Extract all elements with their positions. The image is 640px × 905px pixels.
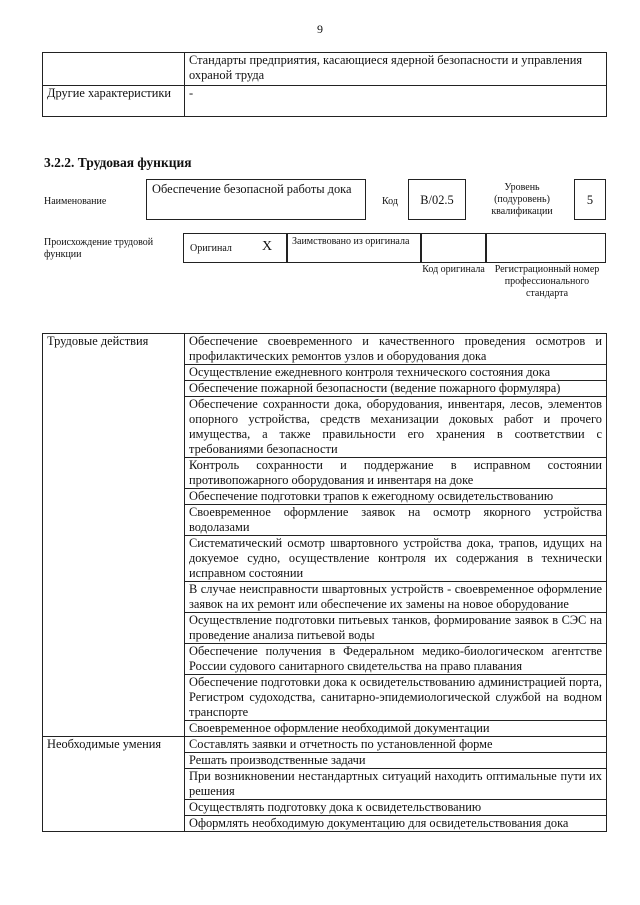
code-label: Код — [382, 196, 398, 207]
labor-action-item: Осуществление подготовки питьевых танков, формирование заявок в СЭС на проведение анализа питьевой воды — [185, 613, 607, 644]
labor-actions-label: Трудовые действия — [43, 334, 185, 737]
labor-action-item: Обеспечение своевременного и качественного проведения осмотров и профилактических ремонтов узлов и оборудования дока — [185, 334, 607, 365]
labor-action-item: Своевременное оформление заявок на осмотр якорного устройства водолазами — [185, 505, 607, 536]
labor-action-item: Систематический осмотр швартовного устройства дока, трапов, идущих на докуемое судно, осуществление контроля их содержания в технически исправном состоянии — [185, 536, 607, 582]
level-label: Уровень (подуровень) квалификации — [491, 182, 553, 217]
skill-item: Составлять заявки и отчетность по установленной форме — [185, 737, 607, 753]
table-row — [43, 737, 607, 753]
table-row — [43, 86, 607, 117]
section-title: 3.2.2. Трудовая функция — [44, 155, 192, 170]
row-value: - — [185, 86, 607, 117]
row-value: Стандарты предприятия, касающиеся ядерной безопасности и управления охраной труда — [185, 53, 607, 86]
skill-item: При возникновении нестандартных ситуаций находить оптимальные пути их решения — [185, 769, 607, 800]
level-value: 5 — [574, 179, 606, 220]
labor-function-table — [42, 333, 607, 832]
skill-item: Оформлять необходимую документацию для освидетельствования дока — [185, 816, 607, 832]
original-mark: X — [262, 239, 273, 254]
labor-action-item: Обеспечение получения в Федеральном медико-биологическом агентстве России судового санитарного свидетельства на право плавания — [185, 644, 607, 675]
labor-action-item: Обеспечение пожарной безопасности (ведение пожарного формуляра) — [185, 381, 607, 397]
name-label: Наименование — [44, 196, 107, 207]
code-caption: Код оригинала — [422, 264, 485, 275]
origin-reg-box — [486, 233, 606, 263]
skill-item: Осуществлять подготовку дока к освидетельствованию — [185, 800, 607, 816]
name-value: Обеспечение безопасной работы дока — [146, 179, 366, 220]
labor-action-item: Обеспечение подготовки трапов к ежегодному освидетельствованию — [185, 489, 607, 505]
labor-action-item: Осуществление ежедневного контроля технического состояния дока — [185, 365, 607, 381]
skills-label: Необходимые умения — [43, 737, 185, 832]
origin-code-box — [421, 233, 486, 263]
labor-action-item: Обеспечение подготовки дока к освидетельствованию администрацией порта, Регистром судоходства, санитарно-эпидемиологической службой на водном транспорте — [185, 675, 607, 721]
labor-action-item: В случае неисправности швартовных устройств - своевременное оформление заявок на их ремонт или обеспечение их замены на новое оборудование — [185, 582, 607, 613]
row-label — [43, 53, 185, 86]
code-value: В/02.5 — [408, 179, 466, 220]
page-number: 9 — [317, 22, 323, 36]
reg-caption: Регистрационный номер профессионального стандарта — [494, 264, 600, 299]
table-row — [43, 334, 607, 365]
table-row — [43, 53, 607, 86]
labor-action-item: Своевременное оформление необходимой документации — [185, 721, 607, 737]
original-label: Оригинал — [190, 243, 232, 254]
labor-action-item: Обеспечение сохранности дока, оборудования, инвентаря, лесов, элементов опорного устройства, средств механизации доковых работ и прочего имущества, а также правильности его хранения в соответствии с требованиями безопасности — [185, 397, 607, 458]
borrowed-label: Заимствовано из оригинала — [292, 236, 410, 247]
row-label: Другие характеристики — [43, 86, 185, 117]
origin-label: Происхождение трудовой функции — [44, 237, 154, 260]
top-table — [42, 52, 607, 117]
skill-item: Решать производственные задачи — [185, 753, 607, 769]
labor-action-item: Контроль сохранности и поддержание в исправном состоянии противопожарного оборудования и инвентаря на доке — [185, 458, 607, 489]
